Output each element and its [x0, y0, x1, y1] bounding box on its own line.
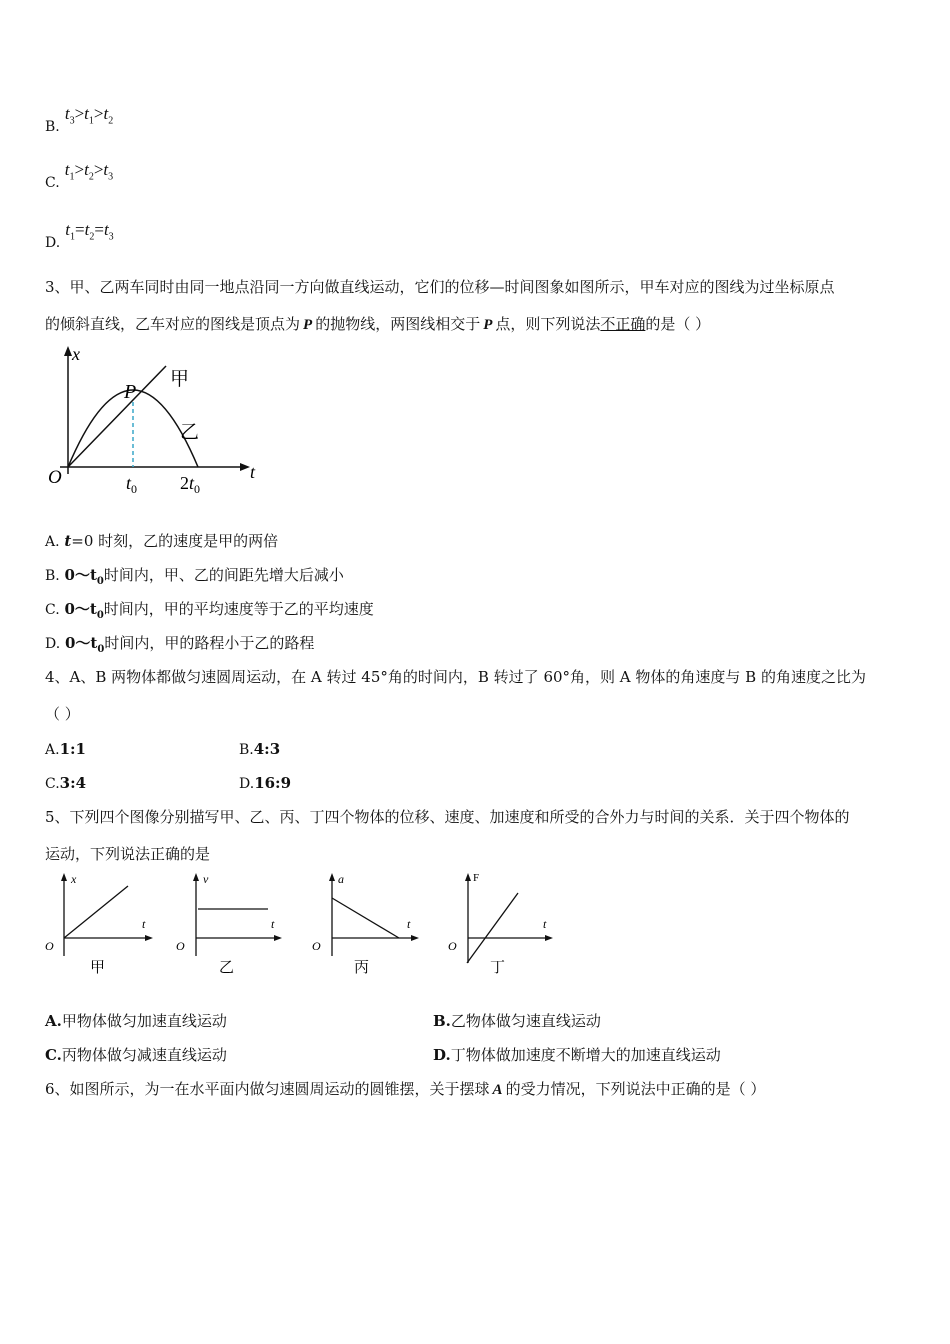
graph-x-label: t: [543, 917, 547, 931]
q3-point-p: P: [483, 317, 493, 333]
option-label: A.: [45, 742, 60, 758]
option-text: 3:4: [59, 774, 87, 792]
expr-part: t: [84, 220, 90, 239]
graph-x-label: t: [142, 917, 146, 931]
option-label: D.: [45, 636, 61, 652]
option-text: =0 时刻，乙的速度是甲的两倍: [71, 532, 279, 550]
label-yi: 乙: [180, 422, 200, 443]
graph-y-label: F: [473, 872, 480, 884]
option-label: C.: [45, 175, 60, 191]
q2-option-c[interactable]: [45, 160, 114, 191]
option-text: 丙物体做匀减速直线运动: [61, 1046, 227, 1064]
q6-text: 的受力情况，下列说法中正确的是（ ）: [505, 1080, 766, 1098]
q3-text: 的倾斜直线，乙车对应的图线是顶点为: [45, 315, 301, 333]
tick-t: t: [126, 473, 132, 493]
q5-stem-line1: 5、下列四个图像分别描写甲、乙、丙、丁四个物体的位移、速度、加速度和所受的合外力与时间的关系．关于四个物体的: [45, 808, 850, 826]
x-axis-arrow: [240, 463, 250, 471]
option-var: 0～t: [64, 566, 97, 584]
graph-caption: 乙: [219, 960, 235, 976]
tick-sub: 0: [131, 482, 138, 496]
tick-2t0: [180, 473, 200, 496]
q3-option-b[interactable]: [45, 565, 344, 592]
option-label: D.: [433, 1046, 451, 1064]
option-label: B.: [45, 568, 60, 584]
expr-part: t: [84, 160, 89, 179]
option-text: 丁物体做加速度不断增大的加速直线运动: [450, 1046, 721, 1064]
q2-option-b[interactable]: [45, 104, 114, 135]
q5-option-c[interactable]: [45, 1045, 227, 1065]
q4-option-c[interactable]: [45, 773, 86, 794]
graph-y-label: x: [71, 872, 77, 886]
option-text: 时间内，甲的平均速度等于乙的平均速度: [103, 600, 374, 618]
option-text: 1:1: [59, 740, 86, 758]
q3-option-d[interactable]: [45, 633, 314, 660]
option-expression: [64, 104, 114, 127]
expr-op: >: [93, 104, 104, 123]
graph-ding: [448, 872, 553, 976]
option-var: 0～t: [64, 634, 98, 652]
tick-t: t: [189, 473, 195, 493]
option-sub: 0: [96, 576, 104, 587]
graph-y-label: v: [203, 872, 209, 886]
option-expression: [64, 160, 114, 183]
expr-sub: 2: [89, 231, 95, 243]
graph-caption: 丙: [354, 960, 370, 976]
ding-plot-line: [467, 893, 518, 963]
expr-sub: 1: [70, 231, 76, 243]
option-sub: 0: [97, 644, 105, 655]
expr-op: >: [93, 160, 104, 179]
graph-x-label: t: [407, 917, 411, 931]
q5-option-d[interactable]: [433, 1045, 721, 1065]
expr-op: =: [75, 220, 85, 239]
option-label: D.: [239, 776, 255, 792]
graph-caption: 甲: [90, 960, 106, 976]
q3-text: 点，则下列说法: [495, 315, 601, 333]
expr-part: t: [103, 160, 109, 179]
option-text: 乙物体做匀速直线运动: [450, 1012, 601, 1030]
tick-t0: [126, 473, 137, 496]
jia-plot-line: [64, 886, 128, 938]
graph-x-label: t: [271, 917, 275, 931]
graph-origin: O: [312, 939, 321, 953]
origin-label: O: [48, 467, 62, 488]
graph-origin: O: [45, 939, 54, 953]
expr-op: >: [74, 160, 85, 179]
expr-sub: 3: [108, 231, 114, 243]
q3-text: 的抛物线，两图线相交于: [315, 315, 481, 333]
axis-label-t: t: [250, 462, 256, 482]
graph-origin: O: [448, 939, 457, 953]
q4-stem-line2: （ ）: [45, 705, 80, 723]
option-label: B.: [45, 119, 60, 135]
expr-part: t: [65, 220, 71, 239]
option-label: A.: [45, 534, 60, 550]
q3-stem-line2: [45, 314, 710, 335]
option-expression: [65, 220, 114, 243]
option-label: A.: [45, 1012, 62, 1030]
q5-stem-line2: 运动，下列说法正确的是: [45, 845, 211, 863]
q6-text: 6、如图所示，为一在水平面内做匀速圆周运动的圆锥摆，关于摆球: [45, 1080, 490, 1098]
q4-option-b[interactable]: [239, 739, 280, 760]
q5-option-a[interactable]: [45, 1011, 227, 1031]
expr-sub: 3: [108, 171, 114, 183]
expr-sub: 1: [69, 171, 75, 183]
option-label: C.: [45, 1046, 62, 1064]
expr-part: t: [103, 220, 109, 239]
expr-sub: 2: [108, 115, 114, 127]
q6-stem: [45, 1079, 765, 1100]
expr-op: >: [74, 104, 85, 123]
q2-option-d[interactable]: [45, 220, 114, 251]
option-label: C.: [45, 602, 60, 618]
q3-xt-figure: [40, 342, 270, 502]
expr-sub: 1: [88, 115, 94, 127]
q5-option-b[interactable]: [433, 1011, 601, 1031]
expr-part: t: [64, 160, 70, 179]
q5-graphs: [40, 868, 565, 983]
q4-stem-line1: 4、A、B 两物体都做匀速圆周运动，在 A 转过 45°角的时间内，B 转过了 60°角，则 A 物体的角速度与 B 的角速度之比为: [45, 668, 866, 686]
option-text: 甲物体做匀加速直线运动: [61, 1012, 227, 1030]
expr-part: t: [64, 104, 70, 123]
expr-sub: 3: [69, 115, 75, 127]
graph-caption: 丁: [490, 960, 506, 976]
option-var: 0～t: [64, 600, 97, 618]
option-text: 时间内，甲、乙的间距先增大后减小: [103, 566, 344, 584]
option-text: 时间内，甲的路程小于乙的路程: [104, 634, 315, 652]
option-text: 16:9: [254, 774, 292, 792]
q3-point-p: P: [303, 317, 313, 333]
bing-plot-line: [332, 898, 399, 938]
q4-option-d[interactable]: [239, 773, 291, 794]
option-var: t: [64, 532, 72, 550]
graph-y-label: a: [338, 872, 344, 886]
option-sub: 0: [96, 610, 104, 621]
q3-stem-line1: 3、甲、乙两车同时由同一地点沿同一方向做直线运动，它们的位移—时间图象如图所示，甲车对应的图线为过坐标原点: [45, 278, 835, 296]
q4-option-a[interactable]: [45, 739, 86, 760]
graph-bing: [312, 872, 419, 976]
q3-text: 的是（ ）: [645, 315, 711, 333]
jia-line: [68, 366, 166, 467]
axis-label-x: x: [72, 344, 80, 364]
graph-origin: O: [176, 939, 185, 953]
expr-part: t: [84, 104, 89, 123]
graph-jia: [45, 872, 153, 976]
point-p-label: P: [124, 381, 137, 403]
option-label: D.: [45, 235, 61, 251]
expr-part: t: [103, 104, 109, 123]
expr-sub: 2: [88, 171, 94, 183]
q3-option-a[interactable]: [45, 531, 278, 552]
label-jia: 甲: [170, 369, 190, 390]
y-axis-arrow: [64, 346, 72, 356]
option-label: B.: [239, 742, 254, 758]
expr-op: =: [94, 220, 104, 239]
q3-underlined-word: 不正确: [600, 315, 646, 333]
tick-coef: 2: [180, 473, 189, 493]
graph-yi: [176, 872, 282, 976]
option-label: C.: [45, 776, 60, 792]
tick-sub: 0: [194, 482, 201, 496]
option-text: 4:3: [253, 740, 281, 758]
q6-ball-label: A: [492, 1082, 503, 1098]
q3-option-c[interactable]: [45, 599, 374, 626]
option-label: B.: [433, 1012, 451, 1030]
